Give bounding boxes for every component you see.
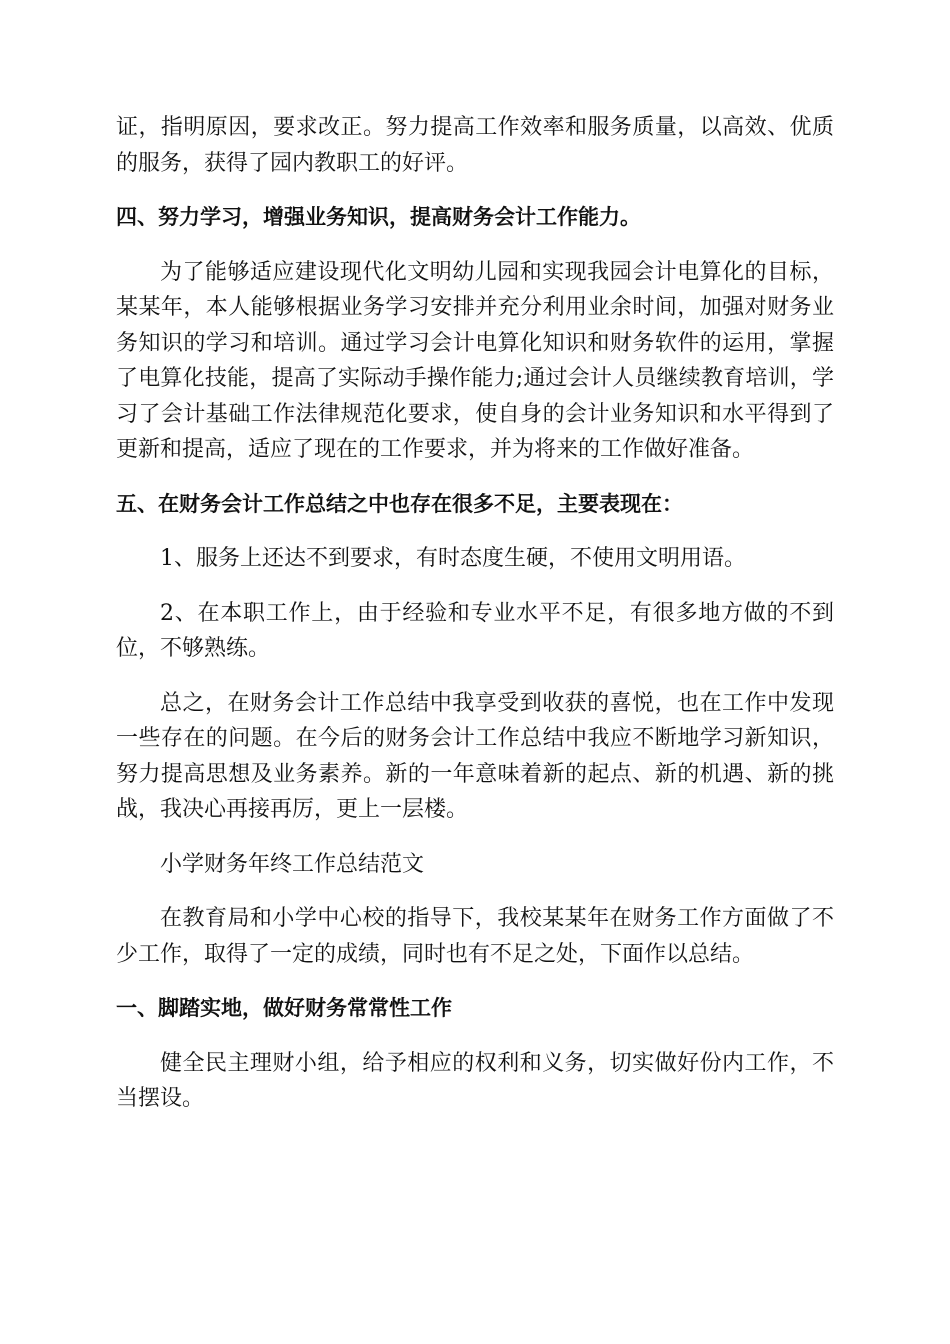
paragraph-gap: [116, 972, 834, 991]
paragraph-gap: [116, 468, 834, 487]
paragraph-continuation: 证，指明原因，要求改正。努力提高工作效率和服务质量，以高效、优质的服务，获得了园内教职工的好评。: [116, 115, 834, 176]
paragraph-gap: [116, 577, 834, 596]
paragraph-gap: [116, 181, 834, 200]
document-body: [116, 110, 834, 1117]
paragraph-gap: [116, 828, 834, 847]
list-item-1: 1、服务上还达不到要求，有时态度生硬，不使用文明用语。: [160, 546, 746, 571]
paragraph-study: 为了能够适应建设现代化文明幼儿园和实现我园会计电算化的目标，某某年，本人能够根据业务学习安排并充分利用业余时间，加强对财务业务知识的学习和培训。通过学习会计电算化知识和财务软件的运用，掌握了电算化技能，提高了实际动手操作能力;通过会计人员继续教育培训，学习了会计基础工作法律规范化要求，使自身的会计业务知识和水平得到了更新和提高，适应了现在的工作要求，并为将来的工作做好准备。: [116, 259, 834, 462]
paragraph-gap: [116, 522, 834, 541]
paragraph-finance-group: 健全民主理财小组，给予相应的权利和义务，切实做好份内工作，不当摆设。: [116, 1050, 834, 1111]
paragraph-intro: 在教育局和小学中心校的指导下，我校某某年在财务工作方面做了不少工作，取得了一定的成绩，同时也有不足之处，下面作以总结。: [116, 906, 834, 967]
paragraph-summary: 总之，在财务会计工作总结中我享受到收获的喜悦，也在工作中发现一些存在的问题。在今后的财务会计工作总结中我应不断地学习新知识，努力提高思想及业务素养。新的一年意味着新的起点、新的机遇、新的挑战，我决心再接再厉，更上一层楼。: [116, 690, 834, 822]
article-title: 小学财务年终工作总结范文: [160, 851, 425, 877]
paragraph-gap: [116, 236, 834, 255]
paragraph-gap: [116, 882, 834, 901]
section-heading-five: 五、在财务会计工作总结之中也存在很多不足，主要表现在：: [116, 491, 683, 516]
section-heading-one: 一、脚踏实地，做好财务常常性工作: [116, 996, 452, 1020]
section-heading-four: 四、努力学习，增强业务知识，提高财务会计工作能力。: [116, 205, 641, 229]
paragraph-gap: [116, 1027, 834, 1046]
paragraph-gap: [116, 667, 834, 686]
list-item-2: 2、在本职工作上，由于经验和专业水平不足，有很多地方做的不到位，不够熟练。: [116, 600, 834, 661]
